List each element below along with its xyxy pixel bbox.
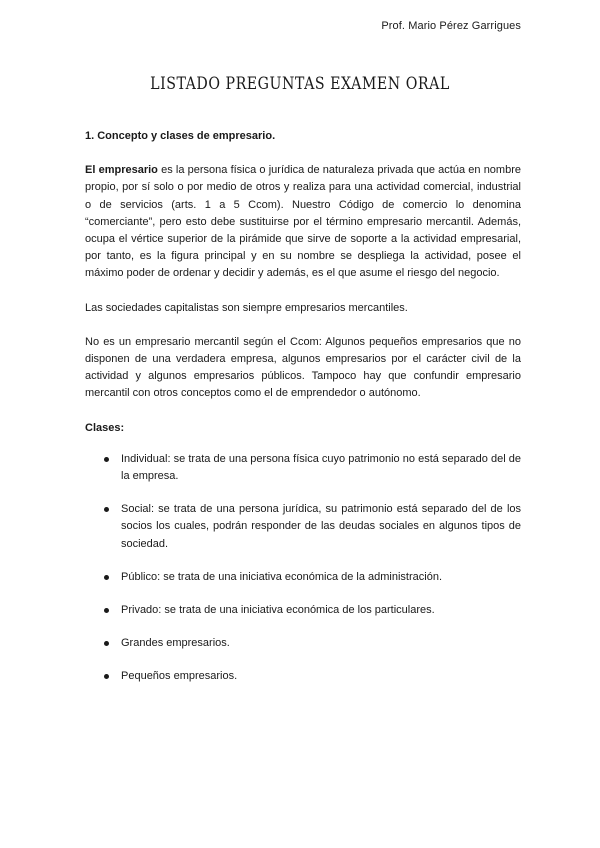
bullet-icon xyxy=(104,457,109,462)
definition-term: El empresario xyxy=(85,164,158,177)
list-item-text: Público: se trata de una iniciativa económica de la administración. xyxy=(121,570,443,583)
list-item-text: Pequeños empresarios. xyxy=(121,670,238,683)
paragraph-not-merchant: No es un empresario mercantil según el Ccom: Algunos pequeños empresarios que no disponen de una verdadera empresa, algunos empresarios por el carácter civil de la actividad y algunos empresarios públicos. Tampoco hay que confundir empresario mercantil con otros conceptos como el de emprendedor o autónomo. xyxy=(85,335,521,400)
definition-text: es la persona física o jurídica de naturaleza privada que actúa en nombre propio, por sí solo o por medio de otros y realiza para una actividad comercial, industrial o de servicios (arts. 1 a 5 Ccom). Nuestro Código de comercio lo denomina “comerciante”, pero esto debe sustituirse por el término empresario mercantil. Además, ocupa el vértice superior de la pirámide que sirve de soporte a la actividad empresarial, por tanto, es la figura principal y en su nombre se despliega la actividad, posee el máximo poder de ordenar y decidir y además, es el que asume el riesgo del negocio. xyxy=(85,164,521,280)
paragraph-capitalist-companies: Las sociedades capitalistas son siempre empresarios mercantiles. xyxy=(85,301,408,314)
clases-label: Clases: xyxy=(85,421,125,434)
bullet-icon xyxy=(104,575,109,580)
list-item-text: Social: se trata de una persona jurídica, su patrimonio está separado del de los socios los cuales, podrán responder de las deudas sociales en algunos tipos de sociedad. xyxy=(121,503,521,550)
list-item xyxy=(85,635,521,652)
document-title: LISTADO PREGUNTAS EXAMEN ORAL xyxy=(150,74,450,93)
section-heading: 1. Concepto y clases de empresario. xyxy=(85,130,276,142)
list-item xyxy=(85,668,521,685)
bullet-icon xyxy=(104,608,109,613)
bullet-icon xyxy=(104,674,109,679)
author-header: Prof. Mario Pérez Garrigues xyxy=(381,20,521,32)
definition-paragraph xyxy=(85,162,521,282)
bullet-icon xyxy=(104,641,109,646)
clases-list xyxy=(85,451,521,686)
bullet-icon xyxy=(104,507,109,512)
list-item xyxy=(85,602,521,619)
list-item xyxy=(85,451,521,485)
list-item xyxy=(85,501,521,553)
document-content xyxy=(85,128,521,702)
list-item-text: Grandes empresarios. xyxy=(121,637,230,650)
list-item-text: Individual: se trata de una persona física cuyo patrimonio no está separado del de la empresa. xyxy=(121,452,521,483)
list-item-text: Privado: se trata de una iniciativa económica de los particulares. xyxy=(121,604,435,617)
list-item xyxy=(85,569,521,586)
